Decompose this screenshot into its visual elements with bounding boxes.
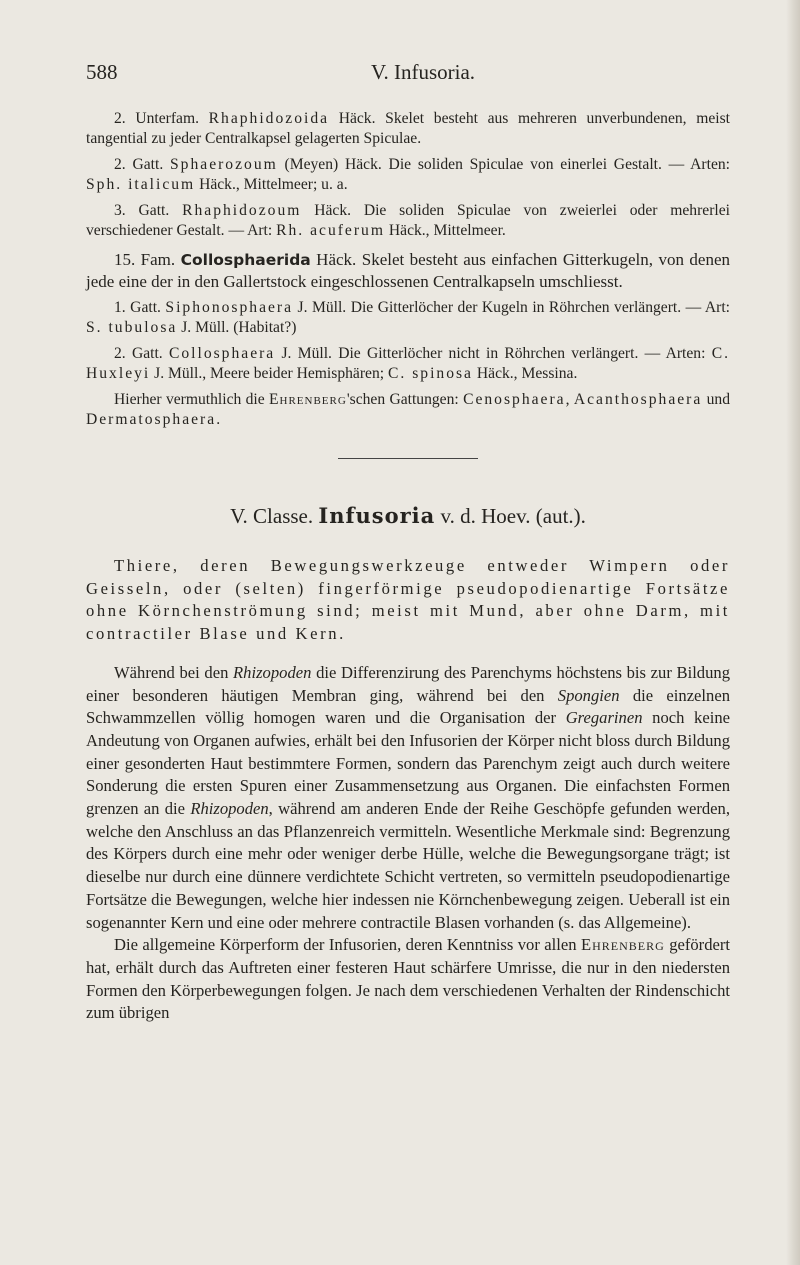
page-number: 588 bbox=[86, 60, 118, 84]
taxon-italic: Rhizopoden bbox=[233, 662, 312, 682]
section-divider bbox=[338, 458, 478, 459]
species-name: C. spinosa bbox=[388, 365, 473, 382]
species-name: S. tubulosa bbox=[86, 319, 178, 336]
genus-name: Rhaphidozoum bbox=[182, 202, 302, 219]
genus-name: Cenosphaera bbox=[463, 391, 566, 408]
genus-entry: 1. Gatt. Siphonosphaera J. Müll. Die Gitterlöcher der Kugeln in Röhrchen verlängert. — Art: S. tubulosa J. Müll. (Habitat?) bbox=[86, 299, 730, 336]
author-name: Ehrenberg bbox=[580, 935, 665, 955]
body-paragraph: Die allgemeine Körperform der Infusorien, deren Kenntniss vor allen Ehrenberg gefördert hat, erhält durch das Auftreten einer festeren Haut schärfere Umrisse, die nur in den niedersten Formen den Körperbewegungen folgen. Je nach dem verschiedenen Verhalten der Rindenschicht zum übrigen bbox=[86, 935, 730, 1023]
species-name: Sph. italicum bbox=[86, 176, 196, 193]
subfamily-paragraph: 2. Unterfam. Rhaphidozoida Häck. Skelet besteht aus mehreren unverbundenen, meist tangential zu jeder Centralkapsel gelagerten Spiculae. bbox=[86, 110, 730, 147]
genus-name: Collosphaera bbox=[168, 345, 276, 362]
species-name: C. Huxleyi bbox=[86, 345, 730, 382]
taxon-name: Rhaphidozoida bbox=[208, 110, 330, 127]
taxon-italic: Rhizopoden bbox=[190, 799, 269, 819]
species-name: Rh. acuferum bbox=[276, 222, 385, 239]
note-paragraph: Hierher vermuthlich die Ehrenberg'schen Gattungen: Cenosphaera, Acanthosphaera und Dermatosphaera. bbox=[86, 391, 731, 428]
genus-name: Dermatosphaera bbox=[86, 411, 217, 428]
family-paragraph: 15. Fam. Collosphaerida Häck. Skelet besteht aus einfachen Gitterkugeln, von denen jede eine der in den Gallertstock eingeschlossenen Centralkapseln umschliesst. bbox=[86, 250, 730, 291]
page-body bbox=[86, 109, 730, 1025]
taxon-italic: Spongien bbox=[557, 685, 620, 705]
taxon-italic: Gregarinen bbox=[565, 708, 643, 728]
page-edge bbox=[786, 0, 800, 1265]
genus-entry: 2. Gatt. Collosphaera J. Müll. Die Gitterlöcher nicht in Röhrchen verlängert. — Arten: C. Huxleyi J. Müll., Meere beider Hemisphären; C. spinosa Häck., Messina. bbox=[86, 345, 730, 382]
genus-name: Siphonosphaera bbox=[165, 299, 294, 316]
genus-entry: 2. Gatt. Sphaerozoum (Meyen) Häck. Die soliden Spiculae von einerlei Gestalt. — Arten: Sph. italicum Häck., Mittelmeer; u. a. bbox=[86, 156, 730, 193]
genus-entry: 3. Gatt. Rhaphidozoum Häck. Die soliden Spiculae von zweierlei oder mehrerlei verschiedener Gestalt. — Art: Rh. acuferum Häck., Mittelmeer. bbox=[86, 202, 730, 239]
class-definition: Thiere, deren Bewegungswerkzeuge entweder Wimpern oder Geisseln, oder (selten) fingerförmige pseudopodienartige Fortsätze ohne Körnchenströmung sind; meist mit Mund, aber ohne Darm, mit contractiler Blase und Kern. bbox=[86, 556, 730, 644]
genus-name: Acanthosphaera bbox=[573, 391, 703, 408]
body-paragraph: Während bei den Rhizopoden die Differenzirung des Parenchyms höchstens bis zur Bildung einer besonderen häutigen Membran ging, während bei den Spongien die einzelnen Schwammzellen völlig homogen waren und die Organisation der Gregarinen noch keine Andeutung von Organen aufwies, erhält bei den Infusorien der Körper nicht bloss durch Bildung einer gesonderten Haut bestimmtere Formen, sondern das Parenchym zeigt auch durch weitere Sonderung die ersten Spuren einer Zusammensetzung aus Organen. Die einfachsten Formen grenzen an die Rhizopoden, während am anderen Ende der Reihe Geschöpfe gefunden werden, welche den Anschluss an das Pflanzenreich vermitteln. Wesentliche Merkmale sind: Begrenzung des Körpers durch eine mehr oder weniger derbe Hülle, welche die Bewegungsorgane trägt; ist dieselbe nur durch eine dünnere verdichtete Schicht vertreten, so vermitteln pseudopodienartige Fortsätze die Bewegungen, welche hier indessen nie Körnchenbewegung zeigen. Ueberall ist ein sogenannter Kern und eine oder mehrere contractile Blasen vorhanden (s. das Allgemeine). bbox=[86, 662, 730, 932]
running-head: V. Infusoria. bbox=[371, 60, 476, 84]
author-name: Ehrenberg bbox=[269, 391, 347, 408]
page-header bbox=[86, 60, 726, 88]
class-heading: V. Classe. Infusoria v. d. Hoev. (aut.). bbox=[230, 503, 586, 528]
family-name: Collosphaerida bbox=[180, 251, 311, 269]
class-name: Infusoria bbox=[318, 503, 436, 528]
genus-name: Sphaerozoum bbox=[170, 156, 278, 173]
